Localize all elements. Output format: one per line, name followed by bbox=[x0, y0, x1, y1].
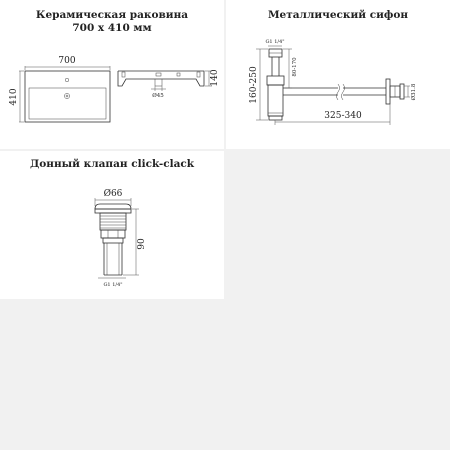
valve-nut bbox=[101, 230, 125, 238]
sink-width-label: 700 bbox=[58, 56, 76, 66]
siphon-drawing bbox=[226, 0, 450, 149]
siphon-collar bbox=[267, 76, 284, 85]
valve-panel bbox=[0, 151, 224, 299]
sink-panel bbox=[0, 0, 224, 149]
overflow-left bbox=[122, 72, 125, 77]
sink-subtitle: 700 х 410 мм bbox=[72, 22, 152, 34]
valve-body bbox=[100, 213, 126, 230]
drain-hole-center bbox=[66, 95, 68, 97]
tap-hole bbox=[65, 78, 69, 82]
siphon-thread-label: G1 1/4" bbox=[265, 39, 285, 45]
drain-hole bbox=[64, 93, 69, 98]
siphon-title: Металлический сифон bbox=[267, 9, 409, 21]
overflow-right bbox=[197, 72, 200, 77]
valve-cap bbox=[95, 204, 131, 209]
siphon-cap bbox=[269, 116, 282, 120]
siphon-pipe-label: Ø31.8 bbox=[411, 83, 417, 101]
valve-drawing bbox=[0, 151, 224, 299]
siphon-panel bbox=[226, 0, 450, 149]
sink-title: Керамическая раковина bbox=[35, 9, 189, 21]
valve-thread-label: G1 1/4" bbox=[103, 282, 123, 288]
sink-bowl bbox=[29, 88, 106, 119]
sink-height-label: 140 bbox=[210, 69, 220, 87]
sink-depth-label: 410 bbox=[9, 88, 19, 106]
valve-flange bbox=[95, 209, 131, 213]
tap-section bbox=[156, 73, 161, 76]
valve-height-label: 90 bbox=[137, 238, 147, 250]
siphon-length-label: 325-340 bbox=[324, 111, 362, 121]
valve-diameter-label: Ø66 bbox=[103, 189, 123, 199]
siphon-height-label: 160-250 bbox=[249, 66, 259, 104]
siphon-wall-nut bbox=[400, 84, 404, 99]
overflow-section bbox=[177, 73, 180, 76]
valve-title: Донный клапан click-clack bbox=[29, 158, 195, 170]
siphon-bottle bbox=[268, 85, 283, 116]
sink-top-outline bbox=[25, 71, 110, 122]
siphon-wall-flange bbox=[386, 79, 390, 104]
siphon-reach-label: 80-170 bbox=[292, 57, 298, 77]
drain-label: Ø45 bbox=[152, 93, 164, 99]
sink-drawing bbox=[0, 0, 224, 149]
valve-gasket bbox=[103, 238, 123, 243]
